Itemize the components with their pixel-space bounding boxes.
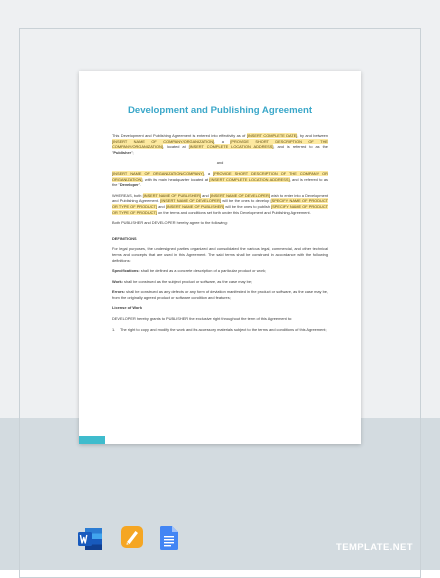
- intro-paragraph: [112, 133, 328, 155]
- definition-specifications: [112, 268, 328, 274]
- definition-term: Work:: [112, 278, 123, 284]
- second-party-text-2: , with its main headquarter located at: [142, 176, 210, 182]
- placeholder-developer-name: [INSERT NAME OF DEVELOPER]: [209, 192, 270, 198]
- second-party-paragraph: [112, 171, 328, 188]
- intro-text-1: This Development and Publishing Agreement is entered into effectivity as of: [112, 133, 247, 138]
- whereas-text-5: and: [157, 203, 166, 209]
- intro-text-3: , a: [214, 138, 231, 144]
- definitions-intro: For legal purposes, the undersigned parties organized and consolidated the various legal, commercial, and other technical terms and concepts that are used in this Agreement. The said terms shall be construed in accordance with the following definitions:: [112, 246, 328, 263]
- placeholder-date: [INSERT COMPLETE DATE]: [246, 133, 298, 138]
- placeholder-developer-name-2: [INSERT NAME OF DEVELOPER]: [160, 198, 221, 204]
- list-number: 1.: [112, 326, 116, 332]
- intro-text-5: , and is referred to as the ": [112, 144, 328, 155]
- license-list: [112, 327, 328, 333]
- accent-bar: [79, 436, 105, 444]
- list-item: [112, 327, 328, 333]
- placeholder-location: [INSERT COMPLETE LOCATION ADDRESS]: [188, 144, 274, 150]
- intro-text-4: , located at: [162, 144, 189, 150]
- second-party-text-1: , a: [203, 170, 214, 176]
- publisher-term: Publisher: [113, 149, 132, 155]
- placeholder-publisher-name-2: [INSERT NAME OF PUBLISHER]: [165, 203, 225, 209]
- placeholder-company-description: [PROVIDE SHORT DESCRIPTION OF THE COMPANY/ORGANIZATION]: [112, 138, 328, 150]
- definition-text: shall be construed as any defects or any form of deviation manifested in the product or software, as the case may be, from the originally agreed product or software condition and features;: [112, 289, 328, 300]
- word-icon[interactable]: [78, 526, 102, 552]
- whereas-text-1: WHEREAS, both: [112, 192, 143, 198]
- intro-text-6: ";: [131, 149, 134, 155]
- whereas-text-6: will be the ones to publish: [224, 203, 272, 209]
- second-party-text-3: , and is referred to as the ": [112, 176, 328, 188]
- definition-text: shall be defined as a concrete description of a particular product or work;: [139, 268, 266, 274]
- placeholder-org-description: [PROVIDE SHORT DESCRIPTION OF THE COMPANY OR ORGANIZATION]: [112, 170, 328, 182]
- whereas-text-4: will be the ones to develop: [220, 198, 271, 204]
- definition-work: [112, 279, 328, 285]
- license-intro: DEVELOPER hereby grants to PUBLISHER the exclusive right throughout the term of this Agreement to:: [112, 316, 293, 322]
- placeholder-publisher-name: [INSERT NAME OF PUBLISHER]: [142, 192, 202, 198]
- document-title: Development and Publishing Agreement: [127, 105, 313, 116]
- document-page: [79, 71, 361, 444]
- agree-paragraph: Both PUBLISHER and DEVELOPER hereby agree to the following:: [112, 220, 228, 226]
- brand-logo: TEMPLATE.NET: [336, 542, 413, 553]
- whereas-text-3: wish to enter into a Development and Publishing Agreement.: [112, 192, 328, 204]
- google-docs-icon[interactable]: [160, 526, 178, 550]
- definitions-heading: DEFINITIONS: [112, 235, 137, 241]
- definition-text: shall be construed as the subject product or software, as the case may be;: [122, 278, 253, 284]
- whereas-text-2: and: [201, 192, 210, 198]
- document-body: [112, 133, 328, 332]
- placeholder-company-name: [INSERT NAME OF COMPANY/ORGANIZATION]: [112, 138, 215, 144]
- license-heading: License of Work: [112, 305, 142, 311]
- whereas-paragraph: [112, 193, 328, 215]
- whereas-text-7: on the terms and conditions set forth under this Development and Publishing Agreement.: [156, 209, 311, 215]
- developer-term: Developer: [119, 182, 139, 188]
- placeholder-product-2: [SPECIFY NAME OF PRODUCT OR TYPE OF PRODUCT]: [112, 203, 329, 215]
- definition-term: Specifications:: [112, 268, 140, 274]
- second-party-text-4: ".: [138, 182, 142, 188]
- placeholder-org-name: [INSERT NAME OF ORGANIZATION/COMPANY]: [112, 170, 204, 176]
- pages-icon[interactable]: [121, 526, 143, 548]
- definition-errors: [112, 289, 328, 300]
- placeholder-product: [SPECIFY NAME OF PRODUCT OR TYPE OF PRODUCT]: [112, 198, 329, 209]
- intro-text-2: , by and between: [297, 133, 328, 138]
- definition-term: Errors:: [112, 289, 125, 295]
- and-separator: and: [216, 160, 224, 166]
- list-text: The right to copy and modify the work and its accessory materials subject to the terms and conditions of this Agreement;: [120, 326, 327, 332]
- placeholder-hq-location: [INSERT COMPLETE LOCATION ADDRESS]: [209, 176, 290, 182]
